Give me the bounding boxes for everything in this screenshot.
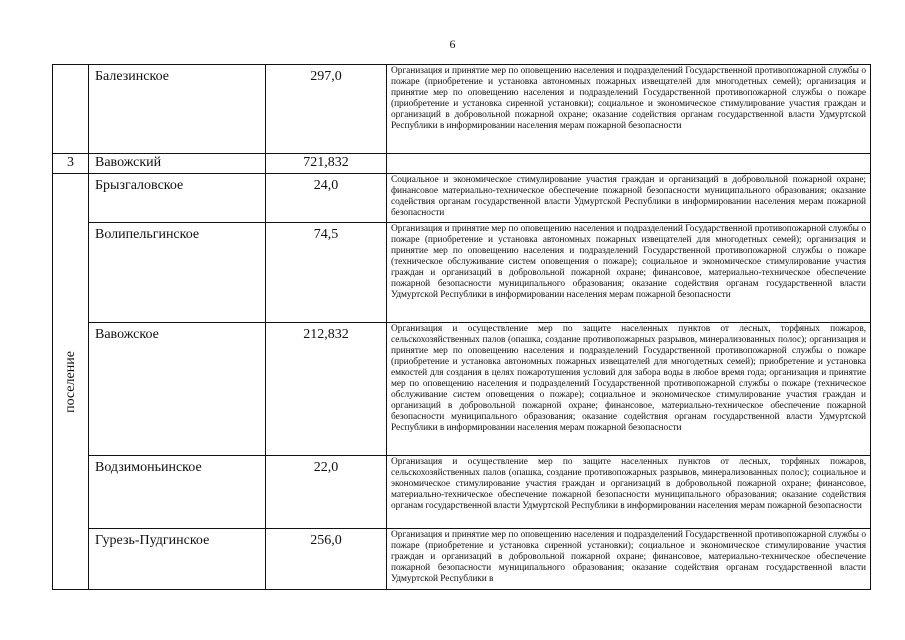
municipality-name: Водзимоньинское xyxy=(89,456,266,529)
table-row xyxy=(53,65,871,154)
measures-description: Организация и принятие мер по оповещению населения и подразделений Государственной противопожарной службы о пожаре (приобретение и установка автономных пожарных извещателей для многодетных семей); организация и принятие мер по оповещению населения и подразделений Государственной противопожарной службы о пожаре (приобретение и установка сиренной установки); социальное и экономическое стимулирование участия граждан и организаций в добровольной пожарной охране; оказание содействия органам государственной власти Удмуртской Республики в информировании населения мерам пожарной безопасности xyxy=(387,65,871,154)
budget-table xyxy=(52,64,871,590)
measures-description: Организация и осуществление мер по защите населенных пунктов от лесных, торфяных пожаров, сельскохозяйственных палов (опашка, создание противопожарных разрывов, минерализованных полос); организация и принятие мер по оповещению населения и подразделений Государственной противопожарной службы о пожаре (приобретение и установка автономных пожарных извещателей для многодетных семей); приобретение и установка емкостей для создания в целях пожаротушения условий для забора воды в любое время года; организация и принятие мер по оповещению населения и подразделений Государственной противопожарной службы о пожаре (техническое обслуживание систем оповещения о пожаре); социальное и экономическое стимулирование участия граждан и организаций в добровольной пожарной охране; финансовое, материально-техническое обеспечение пожарной безопасности муниципального образования; оказание содействия органам государственной власти Удмуртской Республики в информировании населения мерам пожарной безопасности xyxy=(387,323,871,456)
municipality-name: Гурезь-Пудгинское xyxy=(89,529,266,590)
page-number: 6 xyxy=(449,37,456,51)
amount-value: 24,0 xyxy=(266,174,387,223)
amount-value: 22,0 xyxy=(266,456,387,529)
amount-value: 297,0 xyxy=(266,65,387,154)
amount-value: 212,832 xyxy=(266,323,387,456)
row-number: 3 xyxy=(53,154,89,174)
measures-description: Организация и осуществление мер по защите населенных пунктов от лесных, торфяных пожаров, сельскохозяйственных палов (опашка, создание противопожарных разрывов, минерализованных полос); социальное и экономическое стимулирование участия граждан и организаций в добровольной пожарной охране; финансовое, материально-техническое обеспечение пожарной безопасности муниципального образования; оказание содействия органам государственной власти Удмуртской Республики в информировании населения мерам пожарной безопасности xyxy=(387,456,871,529)
district-row xyxy=(53,154,871,174)
municipality-name: Брызгаловское xyxy=(89,174,266,223)
table-row xyxy=(53,174,871,223)
municipality-name: Волипельгинское xyxy=(89,223,266,323)
municipality-name: Балезинское xyxy=(89,65,266,154)
settlement-group-cell xyxy=(53,174,89,590)
settlement-label: поселение xyxy=(62,350,78,413)
measures-description: Социальное и экономическое стимулирование участия граждан и организаций в добровольной пожарной охране; финансовое материально-техническое обеспечение пожарной безопасности муниципального образования; оказание содействия органам государственной власти Удмуртской Республики в информировании населения мерам пожарной безопасности xyxy=(387,174,871,223)
number-cell xyxy=(53,65,89,154)
district-total: 721,832 xyxy=(266,154,387,174)
table-row xyxy=(53,529,871,590)
measures-description: Организация и принятие мер по оповещению населения и подразделений Государственной противопожарной службы о пожаре (приобретение и установка автономных пожарных извещателей для многодетных семей); организация и принятие мер по оповещению населения и подразделений Государственной противопожарной службы о пожаре (техническое обслуживание систем оповещения о пожаре); социальное и экономическое стимулирование участия граждан и организаций в добровольной пожарной охране; финансовое, материально-техническое обеспечение пожарной безопасности муниципального образования; оказание содействия органам государственной власти Удмуртской Республики в информировании населения мерам пожарной безопасности xyxy=(387,223,871,323)
amount-value: 74,5 xyxy=(266,223,387,323)
empty-description xyxy=(387,154,871,174)
district-name: Вавожский xyxy=(89,154,266,174)
table-row xyxy=(53,223,871,323)
table-row xyxy=(53,456,871,529)
measures-description: Организация и принятие мер по оповещению населения и подразделений Государственной противопожарной службы о пожаре (приобретение и установка сиренной установки); социальное и экономическое стимулирование участия граждан и организаций в добровольной пожарной охране; финансовое, материально-техническое обеспечение пожарной безопасности муниципального образования; оказание содействия органам государственной власти Удмуртской Республики в xyxy=(387,529,871,590)
amount-value: 256,0 xyxy=(266,529,387,590)
table-row xyxy=(53,323,871,456)
municipality-name: Вавожское xyxy=(89,323,266,456)
